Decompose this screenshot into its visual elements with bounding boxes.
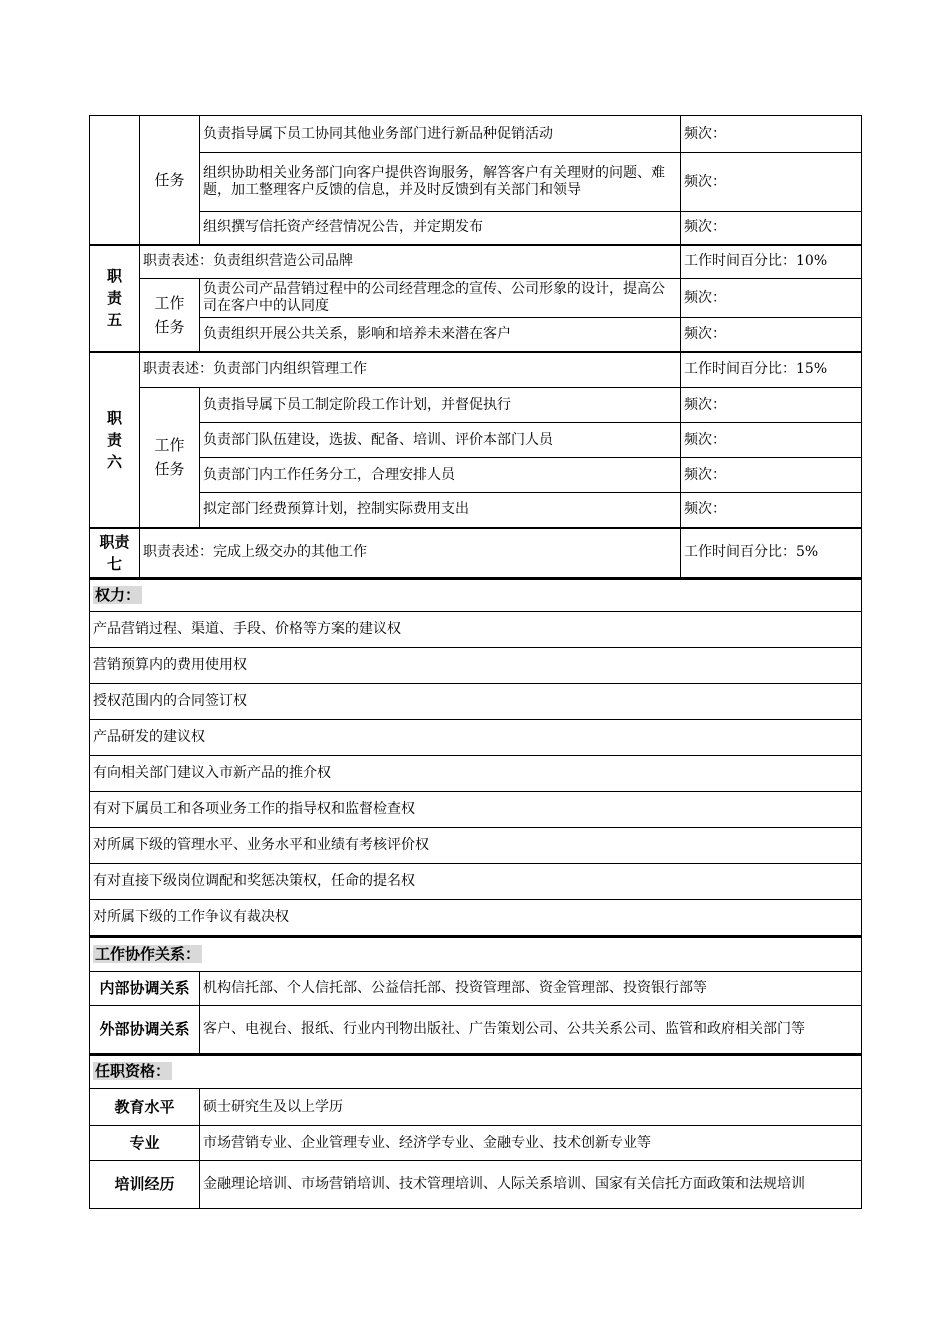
duty5-percent: 工作时间百分比：10% xyxy=(681,245,862,279)
frequency-cell: 频次： xyxy=(681,493,862,528)
cooperation-title xyxy=(90,937,862,971)
frequency-cell: 频次： xyxy=(681,423,862,458)
authority-item: 对所属下级的工作争议有裁决权 xyxy=(90,900,862,936)
frequency-cell: 频次： xyxy=(681,388,862,423)
duty6-task-label-text: 工作任务 xyxy=(154,436,185,479)
frequency-cell: 频次： xyxy=(681,458,862,493)
duty5-label xyxy=(90,245,140,352)
duty4-label-cell xyxy=(90,116,140,245)
duty7-percent: 工作时间百分比：5% xyxy=(681,528,862,578)
duty5-statement: 职责表述：负责组织营造公司品牌 xyxy=(140,245,681,279)
education-value: 硕士研究生及以上学历 xyxy=(200,1089,862,1126)
authority-item: 对所属下级的管理水平、业务水平和业绩有考核评价权 xyxy=(90,828,862,864)
external-coordination-value: 客户、电视台、报纸、行业内刊物出版社、广告策划公司、公共关系公司、监管和政府相关部门等 xyxy=(200,1005,862,1053)
task-cell: 负责指导属下员工制定阶段工作计划，并督促执行 xyxy=(200,388,681,423)
authority-title-text: 权力： xyxy=(95,585,141,604)
education-label: 教育水平 xyxy=(90,1089,200,1126)
frequency-cell: 频次： xyxy=(681,212,862,245)
duty6-statement: 职责表述：负责部门内组织管理工作 xyxy=(140,352,681,388)
frequency-cell: 频次： xyxy=(681,279,862,318)
task-cell: 负责部门队伍建设，选拔、配备、培训、评价本部门人员 xyxy=(200,423,681,458)
training-label: 培训经历 xyxy=(90,1161,200,1209)
duty5-label-text: 职责五 xyxy=(106,267,122,329)
task-cell: 负责部门内工作任务分工，合理安排人员 xyxy=(200,458,681,493)
authority-item: 营销预算内的费用使用权 xyxy=(90,648,862,684)
job-description-page xyxy=(89,115,861,1209)
duty6-label-text: 职责六 xyxy=(106,408,122,471)
task-cell: 组织撰写信托资产经营情况公告，并定期发布 xyxy=(200,212,681,245)
major-value: 市场营销专业、企业管理专业、经济学专业、金融专业、技术创新专业等 xyxy=(200,1126,862,1161)
external-coordination-label: 外部协调关系 xyxy=(90,1005,200,1053)
authority-item: 有对直接下级岗位调配和奖惩决策权，任命的提名权 xyxy=(90,864,862,900)
duty5-task-label-text: 工作任务 xyxy=(154,293,185,336)
qualification-title-text: 任职资格： xyxy=(95,1062,171,1081)
duty7-label-text: 职责七 xyxy=(99,532,130,573)
duty7-statement: 职责表述：完成上级交办的其他工作 xyxy=(140,528,681,578)
duty7-label xyxy=(90,528,140,578)
frequency-cell: 频次： xyxy=(681,153,862,212)
authority-item: 有向相关部门建议入市新产品的推介权 xyxy=(90,756,862,792)
task-label: 任务 xyxy=(140,116,200,245)
internal-coordination-value: 机构信托部、个人信托部、公益信托部、投资管理部、资金管理部、投资银行部等 xyxy=(200,971,862,1005)
qualification-table xyxy=(89,1054,862,1210)
authority-table xyxy=(89,578,862,937)
frequency-cell: 频次： xyxy=(681,116,862,153)
duties-table xyxy=(89,115,862,578)
task-cell: 拟定部门经费预算计划，控制实际费用支出 xyxy=(200,493,681,528)
frequency-cell: 频次： xyxy=(681,318,862,352)
major-label: 专业 xyxy=(90,1126,200,1161)
training-value: 金融理论培训、市场营销培训、技术管理培训、人际关系培训、国家有关信托方面政策和法规培训 xyxy=(200,1161,862,1209)
authority-item: 授权范围内的合同签订权 xyxy=(90,684,862,720)
cooperation-table xyxy=(89,936,862,1054)
task-cell: 负责公司产品营销过程中的公司经营理念的宣传、公司形象的设计，提高公司在客户中的认同度 xyxy=(200,279,681,318)
authority-item: 有对下属员工和各项业务工作的指导权和监督检查权 xyxy=(90,792,862,828)
task-cell: 负责指导属下员工协同其他业务部门进行新品种促销活动 xyxy=(200,116,681,153)
task-cell: 负责组织开展公共关系，影响和培养未来潜在客户 xyxy=(200,318,681,352)
qualification-title xyxy=(90,1055,862,1089)
authority-title xyxy=(90,579,862,612)
cooperation-title-text: 工作协作关系： xyxy=(95,944,201,963)
duty6-percent: 工作时间百分比：15% xyxy=(681,352,862,388)
duty6-task-label xyxy=(140,388,200,528)
authority-item: 产品研发的建议权 xyxy=(90,720,862,756)
authority-item: 产品营销过程、渠道、手段、价格等方案的建议权 xyxy=(90,612,862,648)
duty5-task-label xyxy=(140,279,200,352)
task-cell: 组织协助相关业务部门向客户提供咨询服务，解答客户有关理财的问题、难题，加工整理客户反馈的信息，并及时反馈到有关部门和领导 xyxy=(200,153,681,212)
duty6-label xyxy=(90,352,140,528)
internal-coordination-label: 内部协调关系 xyxy=(90,971,200,1005)
